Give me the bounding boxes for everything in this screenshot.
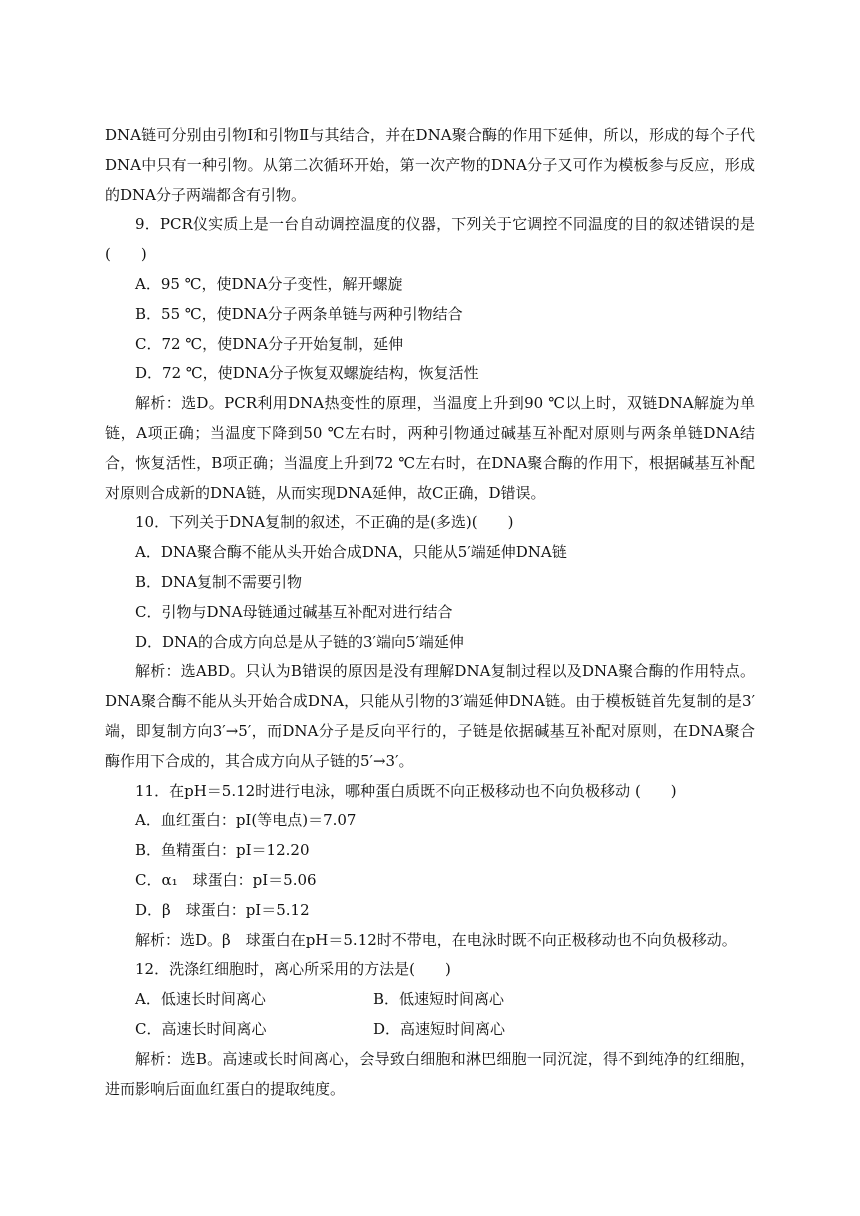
question-12-analysis: 解析：选B。高速或长时间离心，会导致白细胞和淋巴细胞一同沉淀，得不到纯净的红细胞，进而影响后面血红蛋白的提取纯度。 (105, 1049, 755, 1098)
question-10-option-b: B．DNA复制不需要引物 (135, 572, 303, 591)
question-11-option-d: D．β 球蛋白：pI＝5.12 (135, 900, 310, 919)
question-11-option-b: B．鱼精蛋白：pI＝12.20 (135, 841, 310, 860)
question-12 (105, 955, 755, 1104)
question-11-stem: 11．在pH＝5.12时进行电泳，哪种蛋白质既不向正极移动也不向负极移动 ( ) (135, 781, 677, 800)
intro-paragraph: DNA链可分别由引物Ⅰ和引物Ⅱ与其结合，并在DNA聚合酶的作用下延伸，所以，形成的每个子代DNA中只有一种引物。从第二次循环开始，第一次产物的DNA分子又可作为模板参与反应，形成的DNA分子两端都含有引物。 (105, 126, 755, 204)
question-9 (105, 210, 755, 508)
question-10-option-a: A．DNA聚合酶不能从头开始合成DNA，只能从5′端延伸DNA链 (135, 543, 567, 562)
question-11-analysis: 解析：选D。β 球蛋白在pH＝5.12时不带电，在电泳时既不向正极移动也不向负极移动。 (135, 930, 737, 949)
question-12-option-a: A．低速长时间离心 (135, 990, 266, 1009)
question-9-analysis: 解析：选D。PCR利用DNA热变性的原理，当温度上升到90 ℃以上时，双链DNA解旋为单链，A项正确；当温度下降到50 ℃左右时，两种引物通过碱基互补配对原则与两条单链DNA结合，恢复活性，B项正确；当温度上升到72 ℃左右时，在DNA聚合酶的作用下，根据碱基互补配对原则合成新的DNA链，从而实现DNA延伸，故C正确，D错误。 (105, 394, 755, 502)
question-12-option-b: B．低速短时间离心 (373, 990, 505, 1009)
question-12-stem: 12．洗涤红细胞时，离心所采用的方法是( ) (135, 960, 451, 979)
document-body (105, 121, 755, 1104)
question-12-option-d: D．高速短时间离心 (373, 1019, 506, 1038)
question-11-option-c: C．α₁ 球蛋白：pI＝5.06 (135, 870, 317, 889)
question-9-option-a: A．95 ℃，使DNA分子变性，解开螺旋 (135, 274, 403, 293)
question-11-option-a: A．血红蛋白：pI(等电点)＝7.07 (135, 811, 357, 830)
question-9-option-c: C．72 ℃，使DNA分子开始复制，延伸 (135, 334, 404, 353)
question-10-stem: 10．下列关于DNA复制的叙述，不正确的是(多选)( ) (135, 513, 514, 532)
question-9-option-b: B．55 ℃，使DNA分子两条单链与两种引物结合 (135, 304, 463, 323)
question-10-option-d: D．DNA的合成方向总是从子链的3′端向5′端延伸 (135, 632, 464, 651)
question-9-option-d: D．72 ℃，使DNA分子恢复双螺旋结构，恢复活性 (135, 364, 479, 383)
question-11 (105, 777, 755, 956)
question-10-analysis: 解析：选ABD。只认为B错误的原因是没有理解DNA复制过程以及DNA聚合酶的作用特点。DNA聚合酶不能从头开始合成DNA，只能从引物的3′端延伸DNA链。由于模板链首先复制的是3′端，即复制方向3′→5′，而DNA分子是反向平行的，子链是依据碱基互补配对原则，在DNA聚合酶作用下合成的，其合成方向从子链的5′→3′。 (105, 662, 755, 770)
question-10-option-c: C．引物与DNA母链通过碱基互补配对进行结合 (135, 602, 453, 621)
question-12-option-c: C．高速长时间离心 (135, 1019, 267, 1038)
question-12-options-row-1 (105, 985, 755, 1015)
question-9-stem: 9．PCR仪实质上是一台自动调控温度的仪器，下列关于它调控不同温度的目的叙述错误的是( ) (105, 215, 755, 264)
question-12-options-row-2 (105, 1015, 755, 1045)
question-10 (105, 508, 755, 776)
